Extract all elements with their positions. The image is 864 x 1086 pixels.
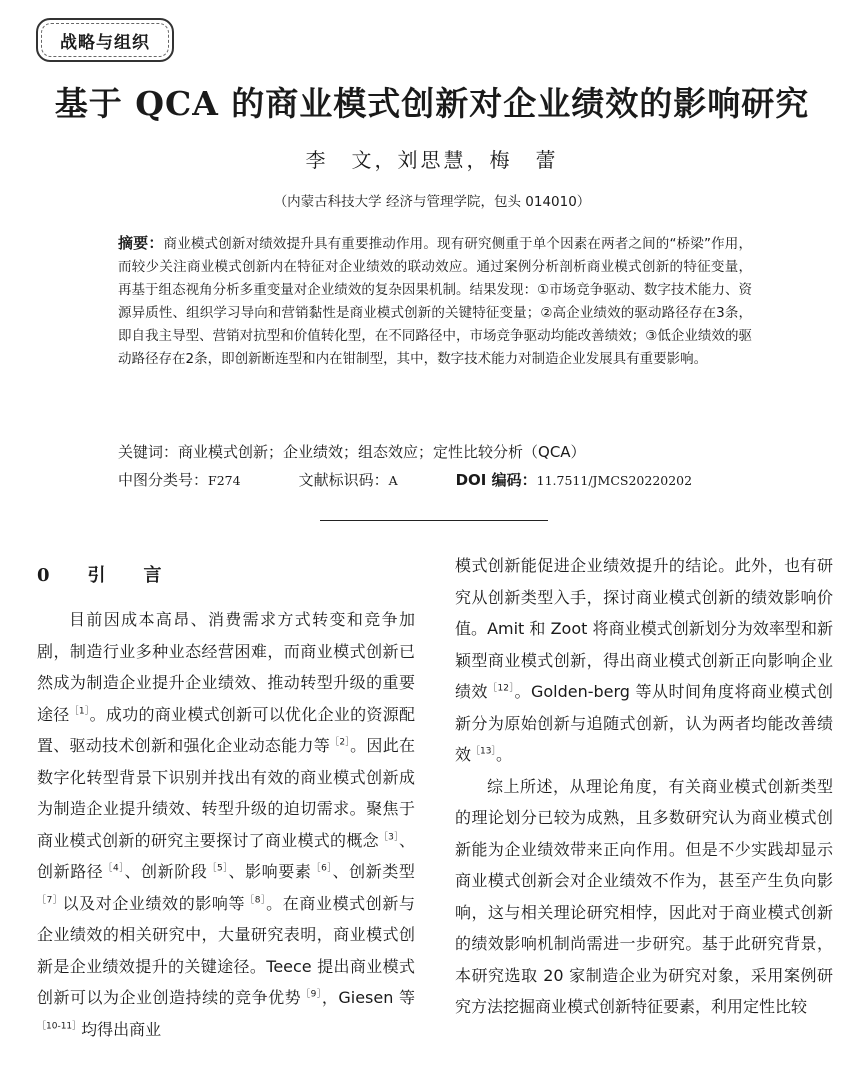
clc-value: F274	[208, 473, 241, 488]
keywords-line	[118, 441, 758, 462]
citation[interactable]: ［9］	[301, 989, 322, 1000]
section-tag-label: 战略与组织	[60, 32, 150, 53]
doc-code-value: A	[388, 473, 398, 488]
doc-code-label: 文献标识码：	[298, 471, 389, 489]
abstract-label: 摘要：	[118, 234, 164, 252]
citation[interactable]: ［8］	[245, 895, 267, 906]
citation[interactable]: ［5］	[207, 863, 229, 874]
section-tag	[36, 18, 174, 62]
classification-line	[118, 469, 758, 490]
citation[interactable]: ［6］	[311, 863, 333, 874]
intro-paragraph-1-continued: 模式创新能促进企业绩效提升的结论。此外，也有研究从创新类型入手，探讨商业模式创新的绩效影响价值。Amit 和 Zoot 将商业模式创新划分为效率型和新颖型商业模式创新，得出商业模式创新正向影响企业绩效$^{[12]}$。Golden-berg 等从时间角度将商业模式创新分为原始创新与追随式创新，认为两者均能改善绩效$^{[13]}$。	[455, 556, 833, 764]
citation[interactable]: ［10-11］	[37, 1021, 82, 1032]
header-divider	[320, 520, 548, 521]
article-title: 基于 QCA 的商业模式创新对企业绩效的影响研究	[54, 84, 810, 123]
keywords-text: 商业模式创新；企业绩效；组态效应；定性比较分析（QCA）	[178, 443, 586, 461]
citation[interactable]: ［12］	[488, 683, 515, 694]
citation[interactable]: ［4］	[103, 863, 125, 874]
doi-label: DOI 编码：	[455, 471, 537, 489]
intro-paragraph-1: 目前因成本高昂、消费需求方式转变和竞争加剧，制造行业多种业态经营困难，而商业模式创新已然成为制造企业提升企业绩效、推动转型升级的重要途径$^{[1]}$。成功的商业模式创新可以优化企业的资源配置、驱动技术创新和强化企业动态能力等$^{[2]}$。因此在数字化转型背景下识别并找出有效的商业模式创新成为制造企业提升绩效、转型升级的迫切需求。聚焦于商业模式创新的研究主要探讨了商业模式的概念$^{[3]}$、创新路径$^{[4]}$、创新阶段$^{[5]}$、影响要素$^{[6]}$、创新类型$^{[7]}$以及对企业绩效的影响等$^{[8]}$。在商业模式创新与企业绩效的相关研究中，大量研究表明，商业模式创新是企业绩效提升的关键途径。Teece 提出商业模式创新可以为企业创造持续的竞争优势$^{[9]}$，Giesen 等$^{[10-11]}$均得出商业	[37, 610, 415, 1039]
clc-item	[118, 469, 241, 490]
doc-code-item	[299, 469, 398, 490]
citation[interactable]: ［1］	[69, 706, 90, 717]
doi-item	[456, 469, 692, 490]
doi-value: 11.7511/JMCS20220202	[536, 473, 693, 488]
intro-paragraph-2: 综上所述，从理论角度，有关商业模式创新类型的理论划分已较为成熟，且多数研究认为商业模式创新能为企业绩效带来正向作用。但是不少实践却显示商业模式创新会对企业绩效不作为，甚至产生负向影响，这与相关理论研究相悖，因此对于商业模式创新的绩效影响机制尚需进一步研究。基于此研究背景，本研究选取 20 家制造企业为研究对象，采用案例研究方法挖掘商业模式创新特征要素，利用定性比较	[455, 776, 833, 1016]
abstract	[118, 232, 752, 371]
citation[interactable]: ［7］	[37, 895, 63, 906]
keywords-label: 关键词：	[118, 443, 179, 461]
section-heading: 0 引 言	[37, 565, 172, 586]
abstract-text: 商业模式创新对绩效提升具有重要推动作用。现有研究侧重于单个因素在两者之间的“桥梁”作用，而较少关注商业模式创新内在特征对企业绩效的联动效应。通过案例分析剖析商业模式创新的特征变量，再基于组态视角分析多重变量对企业绩效的复杂因果机制。结果发现：①市场竞争驱动、数字技术能力、资源异质性、组织学习导向和营销黏性是商业模式创新的关键特征变量；②高企业绩效的驱动路径存在3条，即自我主导型、营销对抗型和价值转化型，在不同路径中，市场竞争驱动均能改善绩效；③低企业绩效的驱动路径存在2条，即创新断连型和内在钳制型，其中，数字技术能力对制造企业发展具有重要影响。	[118, 236, 752, 367]
citation[interactable]: ［3］	[378, 832, 399, 843]
article-authors: 李 文，刘思慧，梅 蕾	[305, 148, 559, 172]
body-left-column	[37, 550, 415, 1045]
article-affiliation: （内蒙古科技大学 经济与管理学院，包头 014010）	[273, 194, 591, 210]
body-right-column	[455, 550, 833, 1023]
clc-label: 中图分类号：	[118, 471, 209, 489]
citation[interactable]: ［2］	[330, 737, 351, 748]
citation[interactable]: ［13］	[471, 746, 496, 757]
